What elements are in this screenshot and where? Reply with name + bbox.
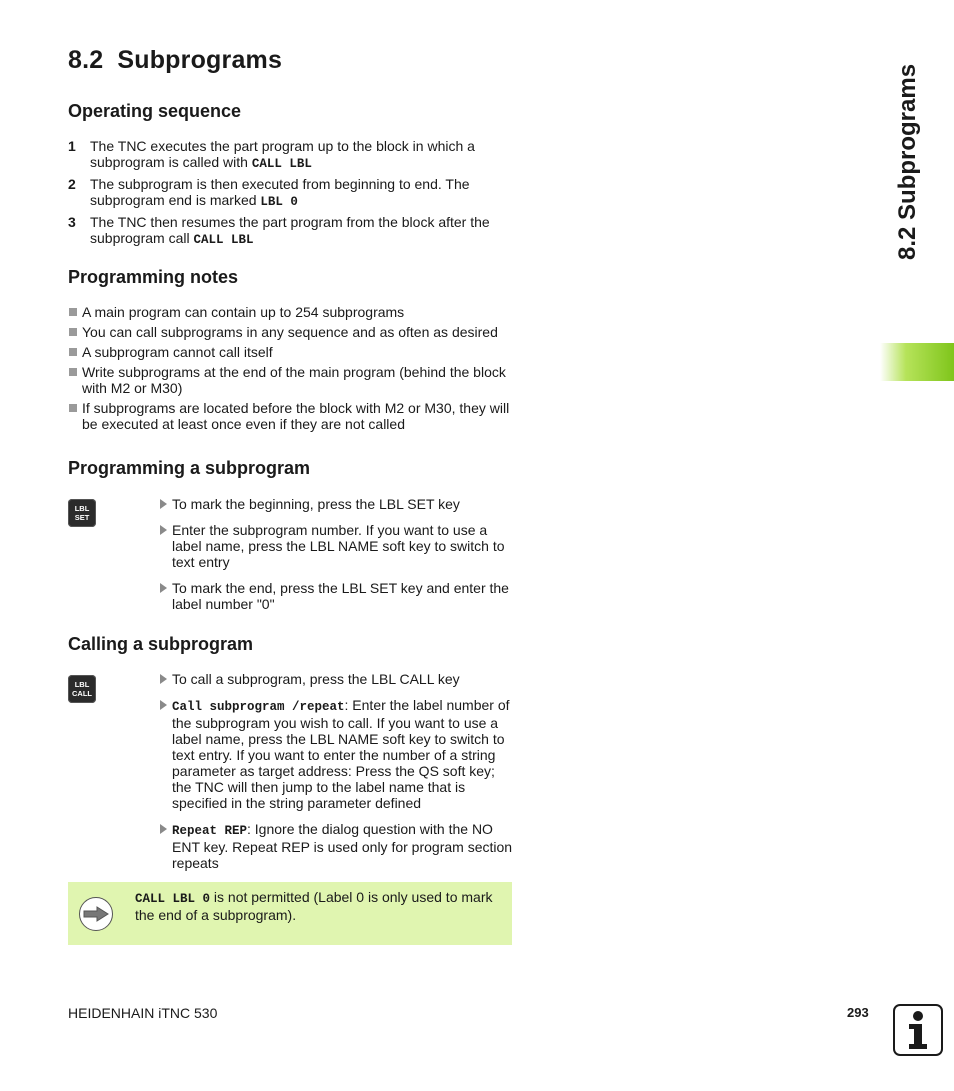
lbl-call-key-icon (68, 675, 96, 703)
list-item (68, 304, 513, 320)
step-text: To mark the beginning, press the LBL SET key (172, 496, 460, 512)
calling-steps (158, 671, 513, 881)
item-text: A subprogram cannot call itself (82, 344, 273, 360)
info-icon (893, 1004, 943, 1056)
key-label: LBL (74, 504, 90, 513)
step-item (158, 821, 513, 871)
step-text: To mark the end, press the LBL SET key and enter the label number "0" (172, 580, 509, 612)
list-item (68, 400, 513, 432)
bullet-icon (69, 328, 77, 336)
item-text: Write subprograms at the end of the main program (behind the block with M2 or M30) (82, 364, 506, 396)
heading-calling-subprogram: Calling a subprogram (68, 634, 254, 654)
side-chapter-title: 8.2 Subprograms (894, 63, 921, 260)
item-number: 3 (68, 214, 76, 230)
step-text: Enter the subprogram number. If you want to use a label name, press the LBL NAME soft key to switch to text entry (172, 522, 505, 570)
chapter-tab (880, 343, 954, 381)
operating-sequence-list (68, 138, 513, 252)
step-item (158, 671, 513, 687)
page-number: 293 (847, 1005, 869, 1020)
arrow-right-icon (79, 897, 113, 931)
programming-notes-list (68, 304, 513, 436)
heading-operating-sequence: Operating sequence (68, 101, 242, 121)
item-number: 2 (68, 176, 76, 192)
arrow-right-icon (160, 700, 167, 710)
list-item (68, 214, 513, 248)
arrow-right-icon (160, 525, 167, 535)
item-number: 1 (68, 138, 76, 154)
heading-programming-notes: Programming notes (68, 267, 239, 287)
step-item (158, 522, 513, 570)
step-item (158, 697, 513, 811)
list-item (68, 176, 513, 210)
note-text (135, 889, 505, 923)
step-item (158, 496, 513, 512)
item-text: The subprogram is then executed from beginning to end. The subprogram end is marked (90, 176, 470, 208)
step-code: Call subprogram /repeat (172, 700, 345, 714)
page-title (68, 46, 282, 75)
item-text: The TNC executes the part program up to the block in which a subprogram is called with (90, 138, 475, 170)
item-text: A main program can contain up to 254 subprograms (82, 304, 405, 320)
arrow-right-icon (160, 824, 167, 834)
list-item (68, 138, 513, 172)
item-text: If subprograms are located before the block with M2 or M30, they will be executed at least once even if they are not called (82, 400, 510, 432)
item-code: LBL 0 (260, 195, 298, 209)
note-code: CALL LBL 0 (135, 892, 211, 906)
step-text: : Enter the label number of the subprogram you wish to call. If you want to use a label name, press the LBL NAME soft key to switch to text entry. If you want to enter the number of a string parameter as target address: Press the QS soft key; the TNC will then jump to the label name that is specified in the string parameter defined (172, 697, 510, 811)
key-label: CALL (72, 689, 92, 698)
note-box (68, 882, 512, 945)
programming-steps (158, 496, 513, 622)
section-number: 8.2 (68, 46, 104, 74)
item-code: CALL LBL (193, 233, 254, 247)
arrow-right-icon (160, 674, 167, 684)
item-text: You can call subprograms in any sequence and as often as desired (82, 324, 498, 340)
bullet-icon (69, 308, 77, 316)
step-text: To call a subprogram, press the LBL CALL key (172, 671, 460, 687)
bullet-icon (69, 368, 77, 376)
footer-product: HEIDENHAIN iTNC 530 (68, 1005, 218, 1021)
item-text: The TNC then resumes the part program from the block after the subprogram call (90, 214, 490, 246)
list-item (68, 344, 513, 360)
arrow-right-icon (160, 499, 167, 509)
heading-programming-subprogram: Programming a subprogram (68, 458, 311, 478)
key-label: LBL (74, 680, 90, 689)
list-item (68, 324, 513, 340)
list-item (68, 364, 513, 396)
bullet-icon (69, 348, 77, 356)
bullet-icon (69, 404, 77, 412)
key-label: SET (74, 513, 90, 522)
step-code: Repeat REP (172, 824, 248, 838)
step-text: : Ignore the dialog question with the NO ENT key. Repeat REP is used only for program section repeats (172, 821, 513, 871)
note-body: is not permitted (Label 0 is only used to mark the end of a subprogram). (135, 889, 493, 923)
lbl-set-key-icon (68, 499, 96, 527)
item-code: CALL LBL (251, 157, 312, 171)
arrow-right-icon (160, 583, 167, 593)
section-title: Subprograms (117, 46, 283, 74)
step-item (158, 580, 513, 612)
